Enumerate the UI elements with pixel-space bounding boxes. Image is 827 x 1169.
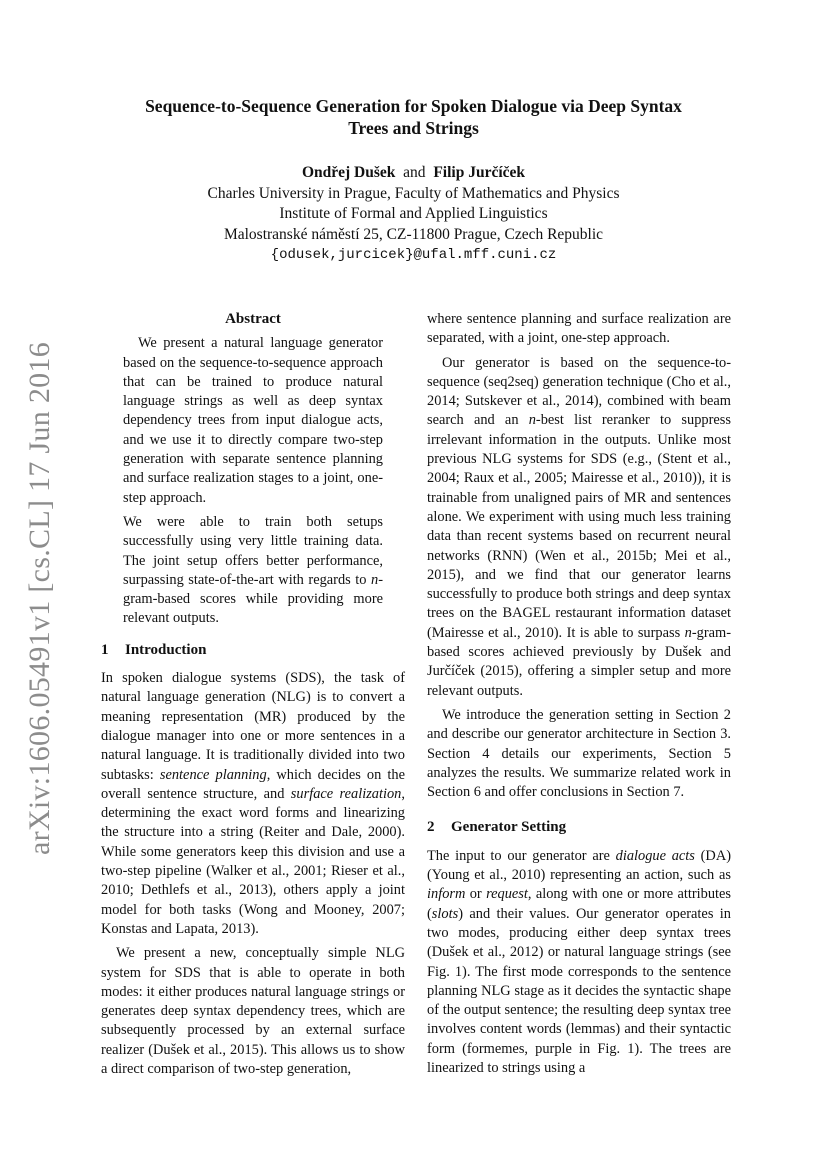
affiliation-institute: Institute of Formal and Applied Linguistics: [279, 205, 548, 222]
author-2: Filip Jurčíček: [433, 164, 526, 181]
author-block: [90, 163, 737, 266]
title-line-2: Trees and Strings: [348, 118, 479, 138]
abstract-heading: Abstract: [225, 311, 281, 327]
author-names: [90, 163, 737, 184]
intro-paragraph-3: Our generator is based on the sequence-to-sequence (seq2seq) generation technique (Cho et al., 2014; Sutskever et al., 2014), combined with beam search and an n-best list reranker to suppress irrelevant information in the outputs. Unlike most previous NLG systems for SDS (e.g., (Stent et al., 2004; Raux et al., 2005; Mairesse et al., 2010)), it is trainable from unaligned pairs of MR and sentences alone. We experiment with using much less training data than recent systems based on recurrent neural networks (RNN) (Wen et al., 2015b; Mei et al., 2015), and we find that our generator learns successfully to produce both strings and deep syntax trees on the BAGEL restaurant information dataset (Mairesse et al., 2010). It is able to surpass n-gram-based scores achieved previously by Dušek and Jurčíček (2015), offering a simpler setup and more relevant outputs.: [427, 354, 731, 699]
right-column: [427, 310, 731, 1078]
affiliation-university: Charles University in Prague, Faculty of Mathematics and Physics: [207, 184, 620, 202]
left-column: [101, 310, 405, 1079]
author-1: Ondřej Dušek: [301, 164, 396, 181]
abstract-paragraph-2: We were able to train both setups successfully using very little training data. The joint setup offers better performance, surpassing state-of-the-art with regards to n-gram-based scores while providing more relevant outputs.: [123, 513, 383, 627]
author-conjunction: and: [403, 164, 426, 181]
generator-setting-paragraph-1: The input to our generator are dialogue acts (DA) (Young et al., 2010) representing an action, such as inform or request, along with one or more attributes (slots) and their values. Our generator operates in two modes, producing either deep syntax trees (Dušek et al., 2012) or natural language strings (see Fig. 1). The first mode corresponds to the sentence planning NLG stage as it decides the syntactic shape of the output sentence; the resulting deep syntax tree involves content words (lemmas) and their syntactic form (formemes, purple in Fig. 1). The trees are linearized to strings using a: [427, 847, 732, 1076]
abstract-body: [123, 334, 383, 628]
paper-title: [90, 95, 737, 139]
abstract-paragraph-1: We present a natural language generator based on the sequence-to-sequence approach that can be trained to produce natural language strings as well as deep syntax dependency trees from input dialogue acts, and we use it to directly compare two-step generation with separate sentence planning and surface realization stages to a joint, one-step approach.: [123, 335, 383, 506]
arxiv-identifier: arXiv:1606.05491v1 [cs.CL] 17 Jun 2016: [23, 341, 56, 855]
intro-paragraph-2: We present a new, conceptually simple NLG system for SDS that is able to operate in both modes: it either produces natural language strings or generates deep syntax dependency trees, which are subsequently processed by an external surface realizer (Dušek et al., 2015). This allows us to show a direct comparison of two-step generation,: [101, 945, 405, 1077]
affiliation-address: Malostranské náměstí 25, CZ-11800 Prague, Czech Republic: [223, 225, 604, 243]
author-email: {odusek,jurcicek}@ufal.mff.cuni.cz: [270, 247, 557, 263]
section-1-heading: 1 Introduction: [101, 641, 207, 658]
intro-paragraph-1: In spoken dialogue systems (SDS), the task of natural language generation (NLG) is to convert a meaning representation (MR) produced by the dialogue manager into one or more sentences in a natural language. It is traditionally divided into two subtasks: sentence planning, which decides on the overall sentence structure, and surface realization, determining the exact word forms and linearizing the structure into a string (Reiter and Dale, 2000). While some generators keep this division and use a two-step pipeline (Walker et al., 2001; Rieser et al., 2010; Dethlefs et al., 2013), others apply a joint model for both tasks (Wong and Mooney, 2007; Konstas and Lapata, 2013).: [101, 670, 405, 937]
title-line-1: Sequence-to-Sequence Generation for Spoken Dialogue via Deep Syntax: [145, 96, 682, 116]
section-2-heading: 2 Generator Setting: [427, 819, 567, 836]
intro-paragraph-2-continued: where sentence planning and surface realization are separated, with a joint, one-step approach.: [427, 311, 731, 347]
intro-paragraph-4: We introduce the generation setting in Section 2 and describe our generator architecture in Section 3. Section 4 details our experiments, Section 5 analyzes the results. We summarize related work in Section 6 and offer conclusions in Section 7.: [427, 706, 731, 801]
